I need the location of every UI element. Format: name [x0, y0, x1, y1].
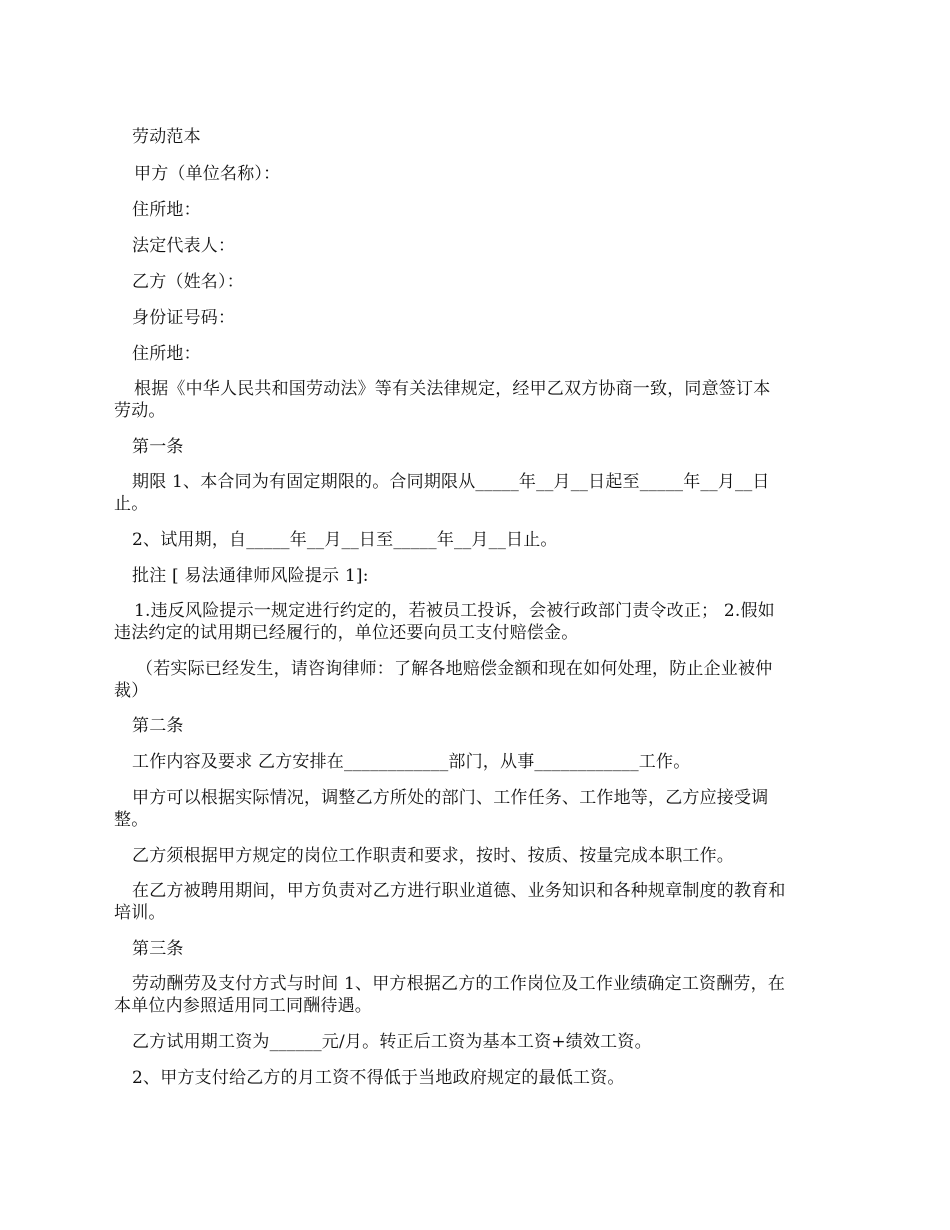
party-b-address-line: 住所地：: [132, 344, 201, 364]
lawyer-note-line-1: （若实际已经发生，请咨询律师：了解各地赔偿金额和现在如何处理，防止企业被仲: [136, 659, 773, 679]
risk-note-line-1: 1.违反风险提示一规定进行约定的，若被员工投诉，会被行政部门责令改正； 2.假如: [134, 601, 775, 621]
legal-representative-line: 法定代表人：: [132, 236, 236, 256]
lawyer-note-line-2: 裁）: [114, 681, 149, 701]
preamble-line-1: 根据《中华人民共和国劳动法》等有关法律规定，经甲乙双方协商一致，同意签订本: [134, 379, 771, 399]
probation-salary-clause: 乙方试用期工资为______元/月。转正后工资为基本工资+绩效工资。: [132, 1032, 652, 1052]
pay-clause-line-1: 劳动酬劳及支付方式与时间 1、甲方根据乙方的工作岗位及工作业绩确定工资酬劳，在: [132, 974, 786, 994]
adjustment-clause-line-2: 整。: [114, 810, 149, 830]
training-clause-line-2: 培训。: [114, 903, 166, 923]
annotation-heading: 批注 [ 易法通律师风险提示 1]:: [132, 566, 369, 586]
duty-clause: 乙方须根据甲方规定的岗位工作职责和要求，按时、按质、按量完成本职工作。: [132, 846, 734, 866]
term-clause-line-2: 止。: [114, 494, 149, 514]
risk-note-line-2: 违法约定的试用期已经履行的，单位还要向员工支付赔偿金。: [114, 623, 579, 643]
article-1-heading: 第一条: [132, 437, 184, 457]
minimum-wage-clause: 2、甲方支付给乙方的月工资不得低于当地政府规定的最低工资。: [132, 1068, 625, 1088]
party-a-address-line: 住所地：: [132, 200, 201, 220]
training-clause-line-1: 在乙方被聘用期间，甲方负责对乙方进行职业道德、业务知识和各种规章制度的教育和: [132, 881, 786, 901]
article-3-heading: 第三条: [132, 939, 184, 959]
probation-clause: 2、试用期，自_____年__月__日至_____年__月__日止。: [132, 530, 558, 550]
id-number-line: 身份证号码：: [132, 308, 236, 328]
term-clause-line-1: 期限 1、本合同为有固定期限的。合同期限从_____年__月__日起至_____年__月__日: [132, 472, 770, 492]
party-a-name-line: 甲方（单位名称）：: [134, 164, 281, 184]
pay-clause-line-2: 本单位内参照适用同工同酬待遇。: [114, 996, 372, 1016]
adjustment-clause-line-1: 甲方可以根据实际情况，调整乙方所处的部门、工作任务、工作地等，乙方应接受调: [132, 788, 769, 808]
job-assignment-clause: 工作内容及要求 乙方安排在____________部门，从事____________工作。: [132, 752, 691, 772]
article-2-heading: 第二条: [132, 716, 184, 736]
party-b-name-line: 乙方（姓名）：: [132, 272, 244, 292]
preamble-line-2: 劳动。: [114, 401, 166, 421]
document-title: 劳动范本: [132, 127, 201, 147]
